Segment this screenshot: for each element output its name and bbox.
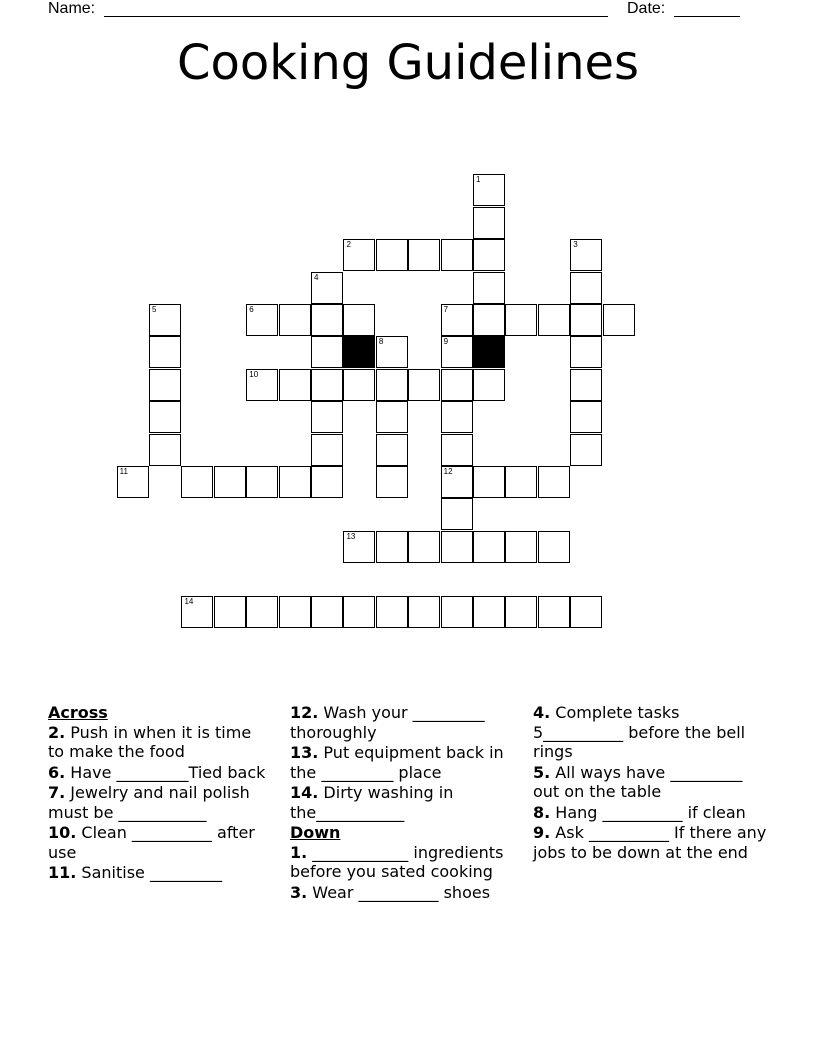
crossword-cell[interactable] <box>246 369 278 401</box>
across-heading: Across <box>48 703 108 722</box>
crossword-cell[interactable] <box>473 272 505 304</box>
clue-number: 13 <box>346 531 356 541</box>
crossword-cell[interactable] <box>279 466 311 498</box>
clue-down-3: 3. Wear __________ shoes <box>290 882 491 902</box>
crossword-cell[interactable] <box>505 531 537 563</box>
crossword-cell[interactable] <box>441 531 473 563</box>
crossword-cell[interactable] <box>376 239 408 271</box>
crossword-cell[interactable] <box>538 531 570 563</box>
clue-number: 11 <box>119 467 128 477</box>
crossword-cell[interactable] <box>246 304 278 336</box>
clue-across-7: 7. Jewelry and nail polish must be ___________ <box>48 783 250 822</box>
crossword-cell[interactable] <box>570 369 602 401</box>
crossword-cell[interactable] <box>311 369 343 401</box>
crossword-cell[interactable] <box>473 239 505 271</box>
crossword-cell[interactable] <box>505 596 537 628</box>
crossword-cell[interactable] <box>311 272 343 304</box>
crossword-cell[interactable] <box>376 336 408 368</box>
crossword-cell[interactable] <box>376 401 408 433</box>
crossword-cell[interactable] <box>603 304 635 336</box>
crossword-cell[interactable] <box>408 369 440 401</box>
crossword-cell[interactable] <box>279 304 311 336</box>
clue-across-10: 10. Clean __________ after use <box>48 823 255 862</box>
crossword-cell[interactable] <box>408 531 440 563</box>
crossword-cell[interactable] <box>376 466 408 498</box>
crossword-cell[interactable] <box>311 336 343 368</box>
crossword-cell[interactable] <box>570 336 602 368</box>
crossword-block <box>343 336 375 368</box>
clue-number: 3 <box>573 240 578 250</box>
crossword-cell[interactable] <box>441 596 473 628</box>
crossword-cell[interactable] <box>311 434 343 466</box>
crossword-cell[interactable] <box>246 596 278 628</box>
crossword-cell[interactable] <box>311 304 343 336</box>
clue-across-12: 12. Wash your _________ thoroughly <box>290 703 485 742</box>
crossword-cell[interactable] <box>117 466 149 498</box>
crossword-cell[interactable] <box>505 466 537 498</box>
clues-column-2 <box>290 703 515 903</box>
clue-number: 9 <box>443 337 449 347</box>
crossword-block <box>473 336 505 368</box>
clue-down-9: 9. Ask __________ If there any jobs to be down at the end <box>533 823 767 862</box>
clue-down-8: 8. Hang __________ if clean <box>533 802 746 822</box>
crossword-cell[interactable] <box>343 304 375 336</box>
crossword-cell[interactable] <box>408 239 440 271</box>
clue-number: 5 <box>152 305 157 315</box>
crossword-cell[interactable] <box>343 239 375 271</box>
crossword-cell[interactable] <box>246 466 278 498</box>
crossword-cell[interactable] <box>538 304 570 336</box>
crossword-cell[interactable] <box>441 466 473 498</box>
date-label: Date: <box>627 0 666 17</box>
crossword-cell[interactable] <box>473 369 505 401</box>
crossword-cell[interactable] <box>570 596 602 628</box>
crossword-cell[interactable] <box>343 596 375 628</box>
crossword-cell[interactable] <box>376 596 408 628</box>
crossword-cell[interactable] <box>570 304 602 336</box>
down-heading: Down <box>290 823 341 842</box>
crossword-cell[interactable] <box>473 466 505 498</box>
crossword-cell[interactable] <box>214 466 246 498</box>
crossword-cell[interactable] <box>441 369 473 401</box>
crossword-cell[interactable] <box>538 466 570 498</box>
crossword-cell[interactable] <box>376 531 408 563</box>
crossword-cell[interactable] <box>570 272 602 304</box>
crossword-cell[interactable] <box>473 304 505 336</box>
crossword-cell[interactable] <box>311 401 343 433</box>
crossword-cell[interactable] <box>149 401 181 433</box>
crossword-cell[interactable] <box>538 596 570 628</box>
crossword-cell[interactable] <box>408 596 440 628</box>
page-title: Cooking Guidelines <box>176 35 640 91</box>
clues-column-1 <box>48 703 270 884</box>
crossword-cell[interactable] <box>570 239 602 271</box>
crossword-cell[interactable] <box>570 401 602 433</box>
clue-down-4: 4. Complete tasks 5__________ before the bell rings <box>533 703 746 761</box>
clue-number: 10 <box>249 369 259 379</box>
clue-number: 4 <box>314 272 319 282</box>
crossword-cell[interactable] <box>149 369 181 401</box>
crossword-cell[interactable] <box>441 304 473 336</box>
clue-number: 12 <box>443 467 453 477</box>
clue-number: 1 <box>476 175 481 185</box>
crossword-cell[interactable] <box>181 596 213 628</box>
clue-number: 6 <box>249 305 254 315</box>
crossword-cell[interactable] <box>441 498 473 530</box>
name-label: Name: <box>48 0 96 17</box>
clue-across-11: 11. Sanitise _________ <box>48 863 222 882</box>
crossword-cell[interactable] <box>570 434 602 466</box>
crossword-cell[interactable] <box>149 304 181 336</box>
crossword-cell[interactable] <box>279 596 311 628</box>
crossword-cell[interactable] <box>441 239 473 271</box>
crossword-cell[interactable] <box>473 174 505 206</box>
clue-down-1: 1. ____________ ingredients before you sated cooking <box>290 842 504 881</box>
crossword-cell[interactable] <box>311 466 343 498</box>
clue-number: 14 <box>184 596 194 606</box>
clue-across-13: 13. Put equipment back in the _________ place <box>290 743 504 782</box>
crossword-cell[interactable] <box>279 369 311 401</box>
crossword-cell[interactable] <box>505 304 537 336</box>
crossword-cell[interactable] <box>473 207 505 239</box>
crossword-cell[interactable] <box>214 596 246 628</box>
crossword-cell[interactable] <box>311 596 343 628</box>
crossword-cell[interactable] <box>441 434 473 466</box>
crossword-cell[interactable] <box>473 596 505 628</box>
clue-number: 2 <box>346 240 351 250</box>
clue-across-14: 14. Dirty washing in the___________ <box>290 783 454 822</box>
crossword-cell[interactable] <box>376 369 408 401</box>
clues-column-3 <box>533 703 773 863</box>
crossword-cell[interactable] <box>473 531 505 563</box>
crossword-cell[interactable] <box>441 336 473 368</box>
clue-across-6: 6. Have _________Tied back <box>48 762 266 782</box>
clue-number: 8 <box>378 337 384 347</box>
crossword-cell[interactable] <box>376 434 408 466</box>
crossword-cell[interactable] <box>149 434 181 466</box>
clue-across-2: 2. Push in when it is time to make the food <box>48 722 252 761</box>
clue-number: 7 <box>443 305 449 315</box>
crossword-cell[interactable] <box>441 401 473 433</box>
crossword-cell[interactable] <box>181 466 213 498</box>
crossword-cell[interactable] <box>343 369 375 401</box>
crossword-cell[interactable] <box>343 531 375 563</box>
clue-down-5: 5. All ways have _________ out on the table <box>533 762 743 801</box>
crossword-cell[interactable] <box>149 336 181 368</box>
